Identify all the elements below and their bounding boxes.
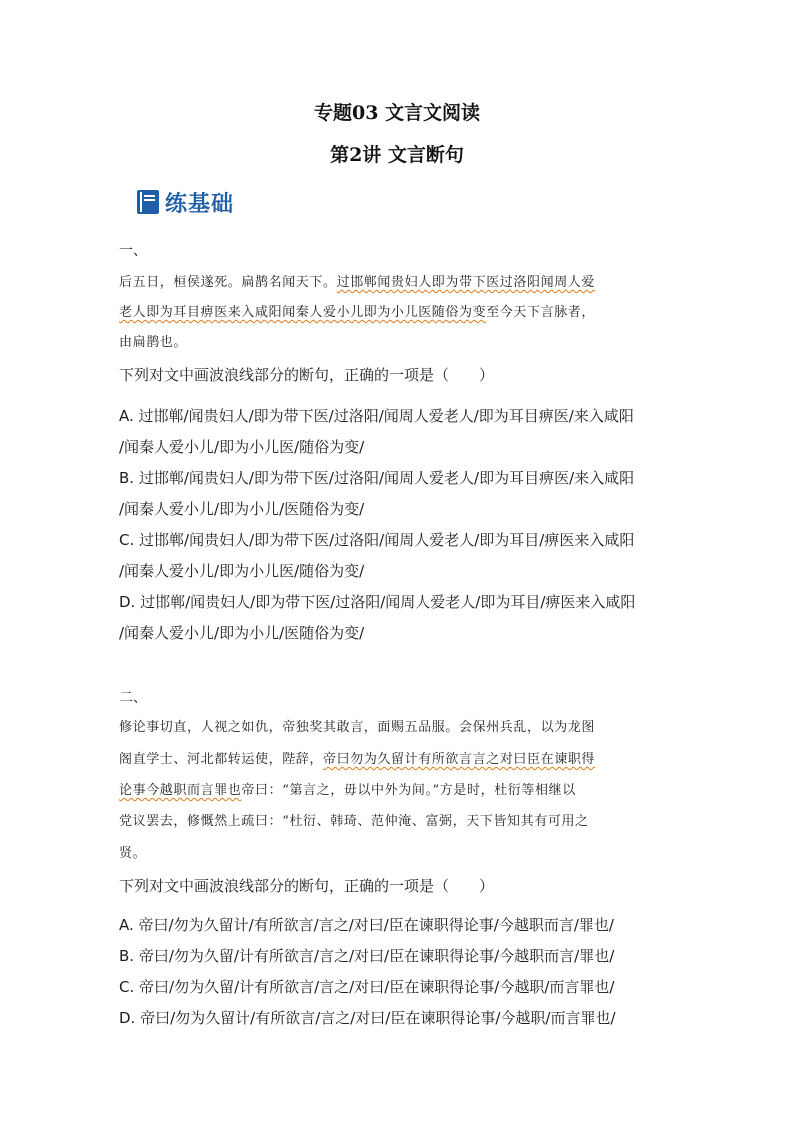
section-1-passage-line-1 xyxy=(119,271,595,290)
book-icon xyxy=(136,189,160,215)
option-a-line-1: A. 过邯郸/闻贵妇人/即为带下医/过洛阳/闻周人爱老人/即为耳目痹医/来入咸阳 xyxy=(119,407,634,425)
wavy-underlined-text: 过邯郸闻贵妇人即为带下医过洛阳闻周人爱 xyxy=(336,275,596,290)
page-title: 专题03 文言文阅读 xyxy=(313,102,481,124)
section-2-passage-line-4: 党议罢去，修慨然上疏曰：“杜衍、韩琦、范仲淹、富弼，天下皆知其有可用之 xyxy=(119,814,589,829)
section-2-passage-line-3 xyxy=(119,779,576,798)
section-1-question: 下列对文中画波浪线部分的断句，正确的一项是（ ） xyxy=(119,366,495,384)
option-c-line-2: /闻秦人爱小儿/即为小儿医/随俗为变/ xyxy=(119,562,365,580)
practice-banner xyxy=(136,186,234,218)
section-2-question: 下列对文中画波浪线部分的断句，正确的一项是（ ） xyxy=(119,877,495,895)
wavy-underlined-text: 老人即为耳目痹医来入咸阳闻秦人爱小儿即为小儿医随俗为变 xyxy=(119,305,487,320)
option-c: C. 帝曰/勿为久留/计有所欲言/言之/对曰/臣在谏职得论事/今越职/而言罪也/ xyxy=(119,978,615,996)
section-2-passage-line-2 xyxy=(119,748,595,767)
option-a: A. 帝曰/勿为久留计/有所欲言/言之/对曰/臣在谏职得论事/今越职而言/罪也/ xyxy=(119,916,614,934)
option-a-line-2: /闻秦人爱小儿/即为小儿医/随俗为变/ xyxy=(119,438,365,456)
section-1-passage-line-2 xyxy=(119,301,595,320)
section-1-passage-line-3: 由扁鹊也。 xyxy=(119,335,188,350)
passage-text: 后五日，桓侯遂死。扁鹊名闻天下。 xyxy=(119,275,337,290)
option-d: D. 帝曰/勿为久留计/有所欲言/言之/对曰/臣在谏职得论事/今越职/而言罪也/ xyxy=(119,1009,616,1027)
option-b: B. 帝曰/勿为久留/计有所欲言/言之/对曰/臣在谏职得论事/今越职而言/罪也/ xyxy=(119,947,615,965)
wavy-underlined-text: 论事今越职而言罪也 xyxy=(119,783,242,798)
page-subtitle: 第2讲 文言断句 xyxy=(330,144,464,166)
section-1-number: 一、 xyxy=(119,243,147,259)
passage-text: 帝曰：“第言之，毋以中外为间。”方是时，杜衍等相继以 xyxy=(241,783,576,798)
option-b-line-1: B. 过邯郸/闻贵妇人/即为带下医/过洛阳/闻周人爱老人/即为耳目痹医/来入咸阳 xyxy=(119,469,635,487)
option-d-line-2: /闻秦人爱小儿/即为小儿/医随俗为变/ xyxy=(119,624,365,642)
option-d-line-1: D. 过邯郸/闻贵妇人/即为带下医/过洛阳/闻周人爱老人/即为耳目/痹医来入咸阳 xyxy=(119,593,636,611)
wavy-underlined-text: 帝曰勿为久留计有所欲言言之对曰臣在谏职得 xyxy=(323,752,596,767)
section-2-passage-line-5: 贤。 xyxy=(119,846,147,861)
section-2-passage-line-1: 修论事切直，人视之如仇，帝独奖其敢言，面赐五品服。会保州兵乱，以为龙图 xyxy=(119,720,596,735)
option-c-line-1: C. 过邯郸/闻贵妇人/即为带下医/过洛阳/闻周人爱老人/即为耳目/痹医来入咸阳 xyxy=(119,531,635,549)
passage-text: 至今天下言脉者， xyxy=(486,305,596,320)
option-b-line-2: /闻秦人爱小儿/即为小儿/医随俗为变/ xyxy=(119,500,365,518)
passage-text: 阁直学士、河北都转运使，陛辞， xyxy=(119,752,324,767)
banner-label: 练基础 xyxy=(165,191,235,217)
section-2-number: 二、 xyxy=(119,690,147,706)
